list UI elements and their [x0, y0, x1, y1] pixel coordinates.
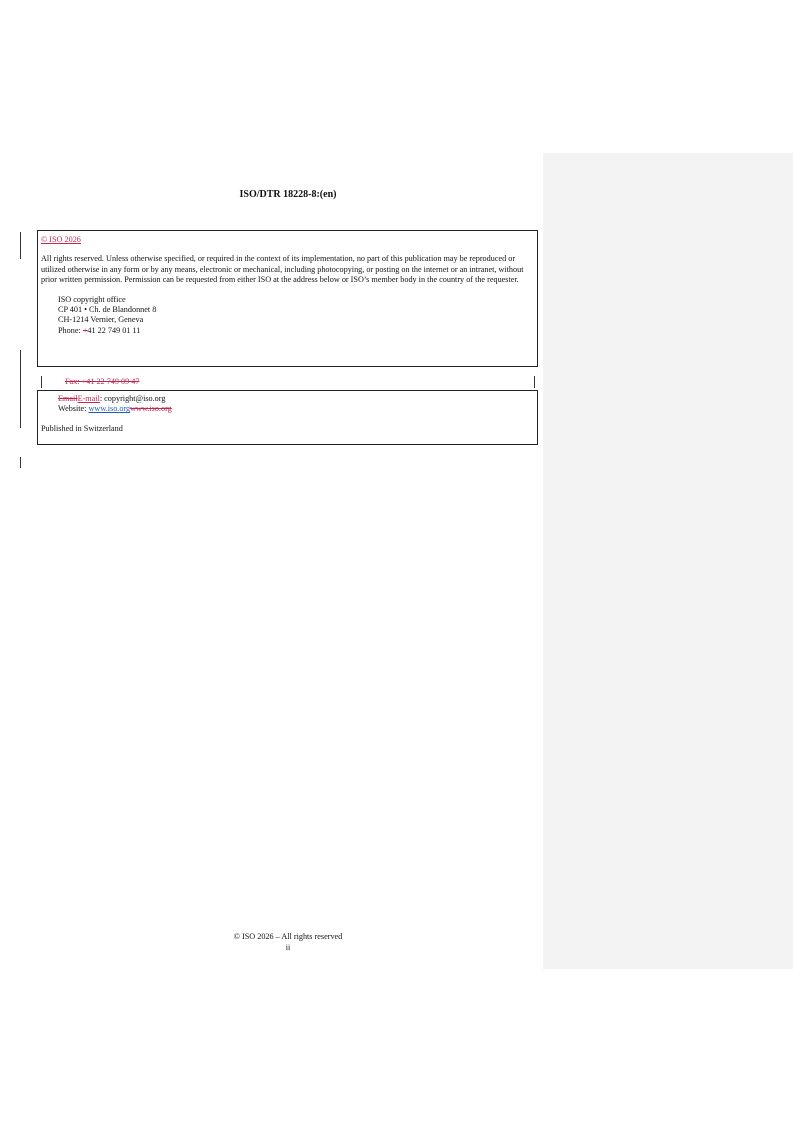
- footer-copyright: © ISO 2026 – All rights reserved: [233, 932, 343, 941]
- address-line-1: CP 401 • Ch. de Blandonnet 8: [58, 305, 157, 315]
- address-line-2: CH-1214 Vernier, Geneva: [58, 315, 144, 325]
- deleted-website-text: www.iso.org: [130, 404, 172, 414]
- copyright-office-address: [41, 295, 534, 337]
- published-line: Published in Switzerland: [41, 423, 123, 433]
- copyright-line: [41, 235, 534, 245]
- contact-box: [37, 390, 538, 445]
- deleted-plus-sign: +: [82, 325, 88, 335]
- rights-paragraph: All rights reserved. Unless otherwise specified, or required in the context of its implementation, no part of this publication may be reproduced or utilized otherwise in any form or by any means, electronic or mechanical, including photocopying, or posting on the internet or an intranet, without prior written permission. Permission can be requested from either ISO at the address below or ISO’s member body in the country of the requester.: [41, 254, 524, 285]
- phone-line: [58, 326, 534, 336]
- spacer: [41, 415, 534, 424]
- inserted-email-label: E-mail: [77, 394, 100, 403]
- website-link[interactable]: www.iso.org: [88, 404, 131, 414]
- website-line: [41, 404, 534, 414]
- inserted-copyright-text: © ISO 2026: [41, 235, 81, 244]
- comments-pane: [543, 153, 793, 969]
- deleted-fax-text: Fax: +41 22 749 09 47: [65, 377, 140, 386]
- spacer: [41, 245, 534, 254]
- email-line: [41, 394, 534, 404]
- phone-number: 41 22 749 01 11: [87, 325, 141, 335]
- document-header-title: ISO/DTR 18228-8:(en): [239, 189, 337, 200]
- phone-label: Phone:: [58, 325, 83, 335]
- office-name: ISO copyright office: [58, 294, 126, 304]
- copyright-box: [37, 230, 538, 367]
- email-address: : copyright@iso.org: [99, 394, 166, 403]
- revision-bar: [20, 350, 21, 428]
- website-label: Website:: [58, 404, 89, 414]
- revision-bar: [20, 232, 21, 259]
- page-number: ii: [285, 943, 291, 952]
- page-footer: [0, 931, 576, 953]
- spacer: [41, 286, 534, 295]
- revision-bar: [20, 457, 21, 468]
- deleted-fax-row: [41, 376, 535, 388]
- deleted-email-label: Email: [58, 394, 78, 403]
